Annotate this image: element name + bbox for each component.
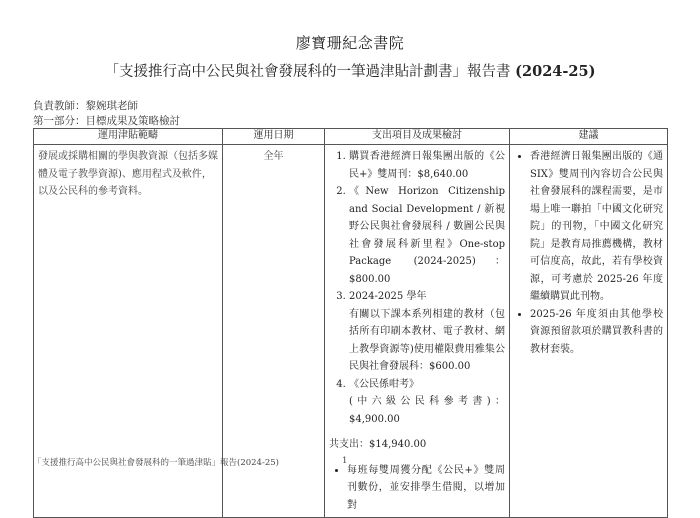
suggestion-item: • 香港經濟日報集團出版的《通SIX》雙周刊內容切合公民與社會發展科的課程需要，是市場上唯一聯拍「中國文化研究院」的刊物，「中國文化研究院」是教育局推薦機構，教材可信度高，故此，若有學校資源，可考慮於 2025-26 年度繼續購買此刊物。: [530, 148, 663, 306]
expense-item-detail: (中六級公民科參考書)：$4,900.00: [349, 396, 505, 425]
report-title-main: 「支援推行高中公民與社會發展科的一筆過津貼計劃書」報告書: [104, 64, 511, 80]
report-title-year: (2024-25): [515, 63, 596, 80]
total-expense: 共支出：$14,940.00: [329, 439, 427, 450]
expense-item: [349, 288, 505, 376]
expense-item-detail: 有關以下課本系列相建的教材（包括所有印刷本教材、電子教材、網上教學資源等)使用權限費用雅集公民與社會發展科：$600.00: [349, 308, 505, 372]
page-number: 1: [342, 456, 348, 466]
page-footer: 「支援推行高中公民與社會發展科的一筆過津貼」報告(2024-25): [33, 458, 279, 468]
suggestion-list: [514, 148, 663, 358]
cell-date: 全年: [223, 145, 325, 518]
section-heading: 第一部分：目標成果及策略檢討: [33, 115, 180, 127]
suggestion-item: • 2025-26 年度須由其他學校資源預留款項於購買教科書的教材套裝。: [530, 306, 663, 359]
expense-item-text: 《New Horizon Citizenship and Social Development / 新視野公民與社會發展科 / 數圖公民與社會發展科新里程》One-stop Package (2024-2025)：$800.00: [349, 186, 505, 285]
cell-suggestions: [510, 145, 668, 518]
teacher-in-charge: 負責教師：黎婉琪老師: [33, 100, 138, 112]
header-items: 支出項目及成果檢討: [325, 129, 510, 145]
table-header-row: [34, 129, 668, 145]
header-suggestions: 建議: [510, 129, 668, 145]
report-title: [0, 60, 700, 81]
expense-item: [349, 376, 505, 429]
expense-item-text: 購買香港經濟日報集團出版的《公民+》雙周刊：$8,640.00: [349, 151, 505, 180]
school-name: 廖寶珊紀念書院: [295, 34, 405, 52]
cell-scope: 發展或採購相關的學與教資源（包括多媒體及電子教學資源)、應用程式及軟件，以及公民科的參考資料。: [34, 145, 223, 518]
cell-items: [325, 145, 510, 518]
header-date: 運用日期: [223, 129, 325, 145]
expense-item-text: 《公民係咁考》: [349, 378, 419, 390]
outcome-list: [329, 462, 505, 515]
expense-list: [329, 148, 505, 428]
outcome-item: • 每班每雙周獲分配《公民+》雙周刊數份，並安排學生借閱，以增加對: [347, 462, 505, 515]
header-scope: 運用津貼範疇: [34, 129, 223, 145]
expense-item-text: 2024-2025 學年: [349, 291, 427, 302]
expense-item: [349, 183, 505, 288]
expense-item: [349, 148, 505, 183]
